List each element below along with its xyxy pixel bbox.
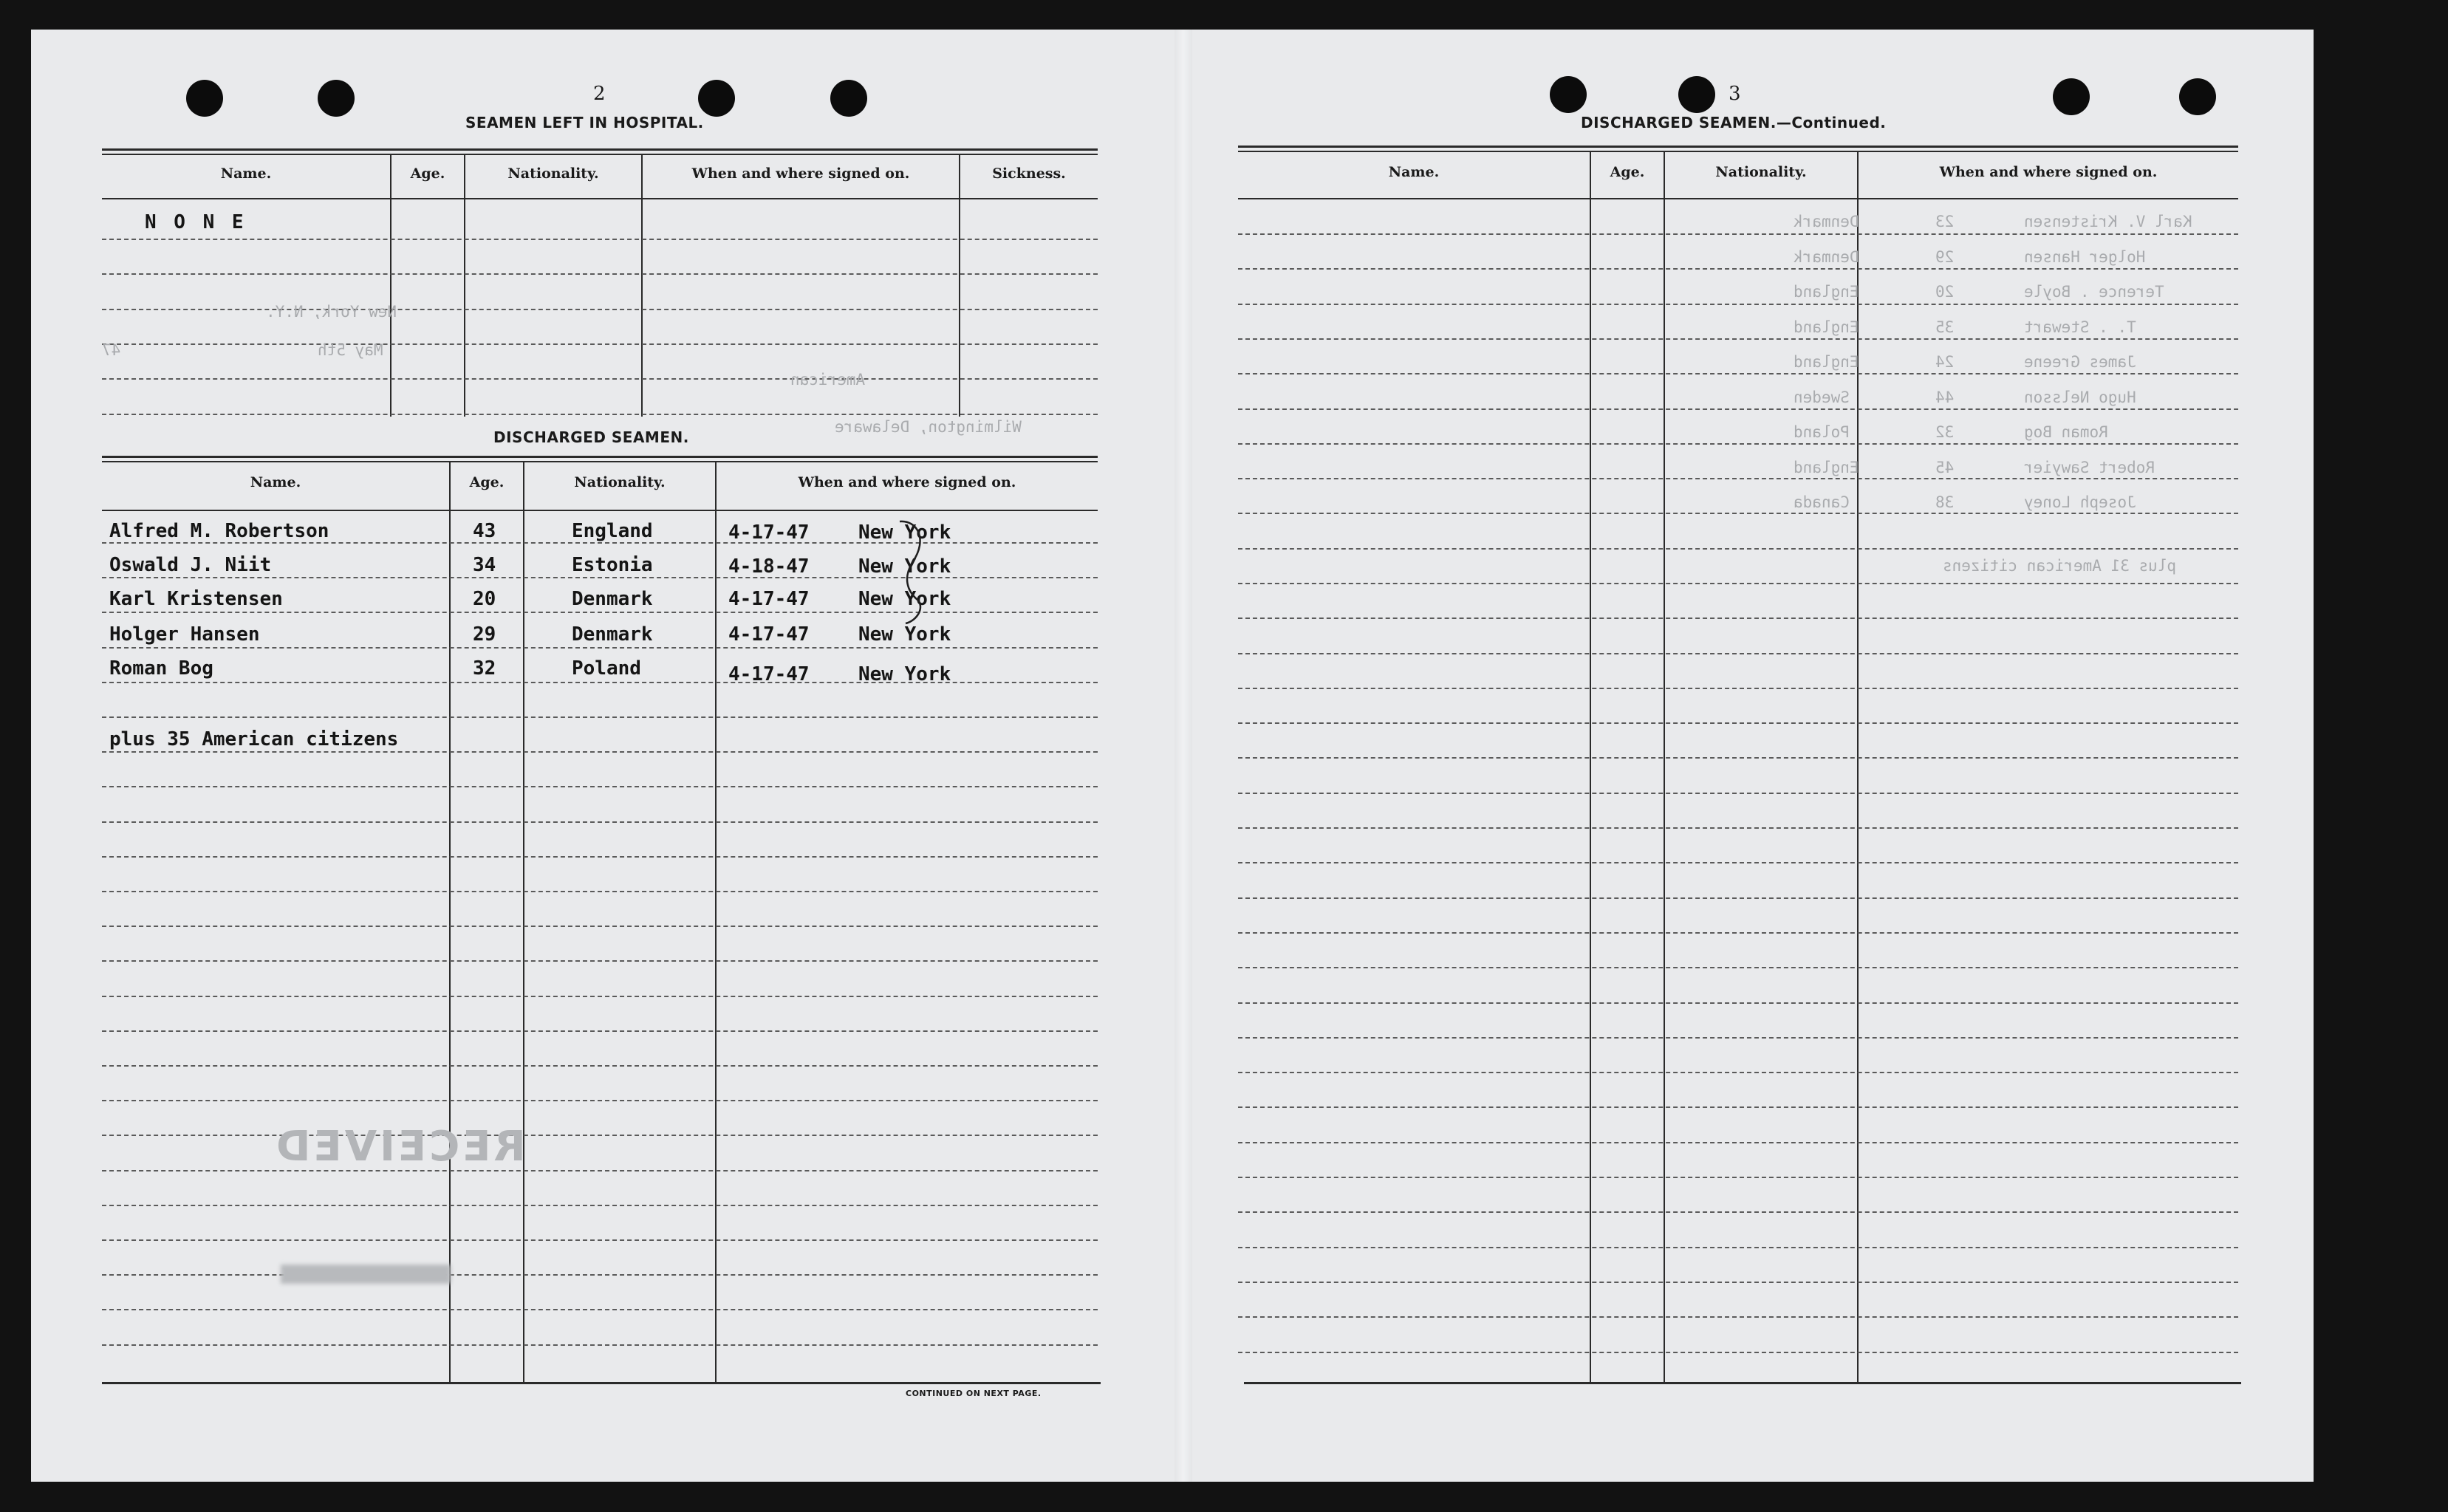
dotted-rule: [1238, 443, 2238, 445]
bleed-through-text: Roman Bog: [2024, 423, 2108, 441]
hospital-col-nationality: Nationality.: [507, 165, 599, 182]
bleed-through-text: Robert Sawyier: [2024, 459, 2155, 476]
dotted-rule: [102, 960, 1098, 962]
discharged-col-signed-on: When and where signed on.: [798, 474, 1016, 490]
rule: [102, 510, 1098, 511]
dotted-rule: [102, 751, 1098, 753]
signed-on-place: New York: [858, 555, 951, 578]
stamp-smudge: [281, 1265, 451, 1284]
bleed-through-text: 47: [102, 341, 121, 359]
dotted-rule: [1238, 513, 2238, 514]
signed-on-date: 4-17-47: [728, 623, 810, 646]
dotted-rule: [1238, 478, 2238, 479]
bleed-through-text: Holger Hansen: [2024, 248, 2146, 266]
dotted-rule: [102, 856, 1098, 858]
bleed-through-text: 45: [1935, 459, 1955, 476]
continued-col-signed-on: When and where signed on.: [1939, 164, 2158, 180]
dotted-rule: [1238, 793, 2238, 794]
seaman-age: 20: [473, 588, 496, 610]
bleed-through-text: May 5th: [318, 341, 383, 359]
dotted-rule: [1238, 1142, 2238, 1143]
column-divider: [959, 154, 960, 417]
dotted-rule: [102, 821, 1098, 823]
handwritten-check-mark: [895, 517, 932, 628]
bleed-through-text: plus 31 American citizens: [1943, 557, 2177, 575]
bleed-through-text: England: [1794, 353, 1859, 371]
bleed-through-text: England: [1794, 283, 1859, 301]
dotted-rule: [1238, 1316, 2238, 1318]
dotted-rule: [1238, 827, 2238, 829]
seaman-nationality: Denmark: [572, 588, 653, 610]
signed-on-place: New York: [858, 521, 951, 544]
column-divider: [1590, 151, 1591, 1382]
bleed-through-text: 38: [1935, 493, 1955, 511]
dotted-rule: [1238, 1037, 2238, 1039]
column-divider: [641, 154, 643, 417]
dotted-rule: [1238, 688, 2238, 689]
dotted-rule: [1238, 653, 2238, 654]
discharged-continued-title: DISCHARGED SEAMEN.—Continued.: [1581, 114, 1887, 131]
dotted-rule: [1238, 548, 2238, 550]
dotted-rule: [1238, 373, 2238, 374]
dotted-rule: [1238, 967, 2238, 968]
hospital-section-title: SEAMEN LEFT IN HOSPITAL.: [465, 114, 704, 131]
hospital-col-sickness: Sickness.: [992, 165, 1066, 182]
seaman-age: 29: [473, 623, 496, 646]
dotted-rule: [1238, 862, 2238, 863]
received-stamp: RECEIVED: [273, 1123, 526, 1171]
seaman-name: Oswald J. Niit: [109, 554, 272, 576]
signed-on-place: New York: [858, 663, 951, 685]
dotted-rule: [102, 647, 1098, 649]
rule: [102, 456, 1098, 458]
rule: [1238, 146, 2238, 148]
bleed-through-text: 20: [1935, 283, 1955, 301]
column-divider: [390, 154, 392, 417]
rule: [1238, 198, 2238, 199]
discharged-col-name: Name.: [250, 474, 301, 490]
dotted-rule: [102, 343, 1098, 345]
bleed-through-text: Denmark: [1794, 213, 1859, 230]
dotted-rule: [1238, 1282, 2238, 1283]
dotted-rule: [1238, 268, 2238, 270]
dotted-rule: [1238, 1106, 2238, 1108]
bleed-through-text: Wilmington, Delaware: [835, 418, 1022, 436]
punch-hole: [698, 80, 735, 117]
seaman-nationality: Poland: [572, 657, 641, 680]
seaman-name: Roman Bog: [109, 657, 213, 680]
bleed-through-text: 35: [1935, 318, 1955, 336]
seaman-name: Alfred M. Robertson: [109, 520, 329, 542]
bleed-through-text: American: [790, 371, 866, 389]
bleed-through-text: Canada: [1794, 493, 1850, 511]
hospital-col-signed-on: When and where signed on.: [691, 165, 910, 182]
continued-note: CONTINUED ON NEXT PAGE.: [906, 1389, 1042, 1398]
bleed-through-text: Joseph Loney: [2024, 493, 2136, 511]
dotted-rule: [1238, 932, 2238, 934]
bleed-through-text: Hugo Nelsson: [2024, 389, 2136, 406]
hospital-col-age: Age.: [410, 165, 445, 182]
signed-on-date: 4-17-47: [728, 663, 810, 685]
dotted-rule: [1238, 233, 2238, 235]
signed-on-place: New York: [858, 588, 951, 610]
dotted-rule: [102, 1344, 1098, 1346]
bleed-through-text: Karl V. Kristensen: [2024, 213, 2192, 230]
dotted-rule: [1238, 722, 2238, 724]
punch-hole: [1678, 76, 1715, 113]
dotted-rule: [1238, 408, 2238, 410]
signed-on-date: 4-17-47: [728, 588, 810, 610]
dotted-rule: [102, 612, 1098, 613]
page-number-left: 2: [593, 83, 606, 105]
bleed-through-text: Denmark: [1794, 248, 1859, 266]
dotted-rule: [102, 786, 1098, 787]
dotted-rule: [102, 716, 1098, 718]
dotted-rule: [1238, 1211, 2238, 1213]
continued-col-age: Age.: [1610, 164, 1645, 180]
bleed-through-text: Poland: [1794, 423, 1850, 441]
dotted-rule: [1238, 1177, 2238, 1178]
center-fold: [1175, 30, 1192, 1482]
punch-hole: [1550, 76, 1587, 113]
seaman-nationality: England: [572, 520, 653, 542]
seaman-nationality: Denmark: [572, 623, 653, 646]
punch-hole: [830, 80, 867, 117]
bleed-through-text: Terence . Boyle: [2024, 283, 2164, 301]
bleed-through-text: 44: [1935, 389, 1955, 406]
dotted-rule: [1238, 618, 2238, 619]
dotted-rule: [102, 1205, 1098, 1206]
seaman-age: 34: [473, 554, 496, 576]
dotted-rule: [102, 1170, 1098, 1171]
dotted-rule: [1238, 757, 2238, 759]
punch-hole: [2179, 78, 2216, 115]
seaman-nationality: Estonia: [572, 554, 653, 576]
seaman-age: 43: [473, 520, 496, 542]
discharged-section-title: DISCHARGED SEAMEN.: [493, 428, 689, 446]
seaman-age: 32: [473, 657, 496, 680]
rule: [102, 154, 1098, 155]
hospital-entry-none: N O N E: [145, 211, 247, 233]
column-divider: [449, 461, 451, 1382]
rule: [102, 461, 1098, 462]
dotted-rule: [102, 1030, 1098, 1032]
dotted-rule: [102, 239, 1098, 240]
bleed-through-text: England: [1794, 318, 1859, 336]
continued-col-name: Name.: [1388, 164, 1440, 180]
dotted-rule: [102, 378, 1098, 380]
dotted-rule: [1238, 1247, 2238, 1248]
punch-hole: [186, 80, 223, 117]
dotted-rule: [102, 996, 1098, 997]
dotted-rule: [1238, 304, 2238, 305]
column-divider: [715, 461, 717, 1382]
dotted-rule: [102, 1274, 1098, 1276]
bleed-through-text: 29: [1935, 248, 1955, 266]
dotted-rule: [102, 414, 1098, 415]
rule: [102, 1382, 1101, 1384]
bleed-through-text: James Greene: [2024, 353, 2136, 371]
seaman-name: Holger Hansen: [109, 623, 260, 646]
dotted-rule: [102, 1100, 1098, 1101]
column-divider: [1664, 151, 1665, 1382]
dotted-rule: [1238, 897, 2238, 899]
dotted-rule: [102, 926, 1098, 927]
dotted-rule: [102, 1135, 1098, 1136]
bleed-through-text: 23: [1935, 213, 1955, 230]
hospital-col-name: Name.: [220, 165, 272, 182]
dotted-rule: [1238, 338, 2238, 340]
column-divider: [464, 154, 465, 417]
dotted-rule: [102, 1065, 1098, 1067]
dotted-rule: [102, 1239, 1098, 1241]
dotted-rule: [1238, 1002, 2238, 1004]
dotted-rule: [1238, 1072, 2238, 1073]
dotted-rule: [102, 273, 1098, 275]
column-divider: [523, 461, 524, 1382]
signed-on-place: New York: [858, 623, 951, 646]
bleed-through-text: 24: [1935, 353, 1955, 371]
bleed-through-text: New York, N.Y.: [266, 303, 397, 321]
punch-hole: [318, 80, 355, 117]
bleed-through-text: Sweden: [1794, 389, 1850, 406]
discharged-col-age: Age.: [469, 474, 505, 490]
dotted-rule: [1238, 583, 2238, 584]
bleed-through-text: England: [1794, 459, 1859, 476]
discharged-col-nationality: Nationality.: [574, 474, 666, 490]
american-citizens-note: plus 35 American citizens: [109, 728, 399, 750]
dotted-rule: [1238, 1352, 2238, 1353]
rule: [102, 198, 1098, 199]
dotted-rule: [102, 1309, 1098, 1310]
signed-on-date: 4-18-47: [728, 555, 810, 578]
rule: [102, 148, 1098, 151]
page-number-right: 3: [1729, 83, 1741, 105]
rule: [1244, 1382, 2241, 1384]
punch-hole: [2053, 78, 2090, 115]
signed-on-date: 4-17-47: [728, 521, 810, 544]
seaman-name: Karl Kristensen: [109, 588, 283, 610]
bleed-through-text: T. . Stewart: [2024, 318, 2136, 336]
continued-col-nationality: Nationality.: [1715, 164, 1807, 180]
rule: [1238, 151, 2238, 152]
bleed-through-text: 32: [1935, 423, 1955, 441]
dotted-rule: [102, 309, 1098, 310]
dotted-rule: [102, 891, 1098, 892]
